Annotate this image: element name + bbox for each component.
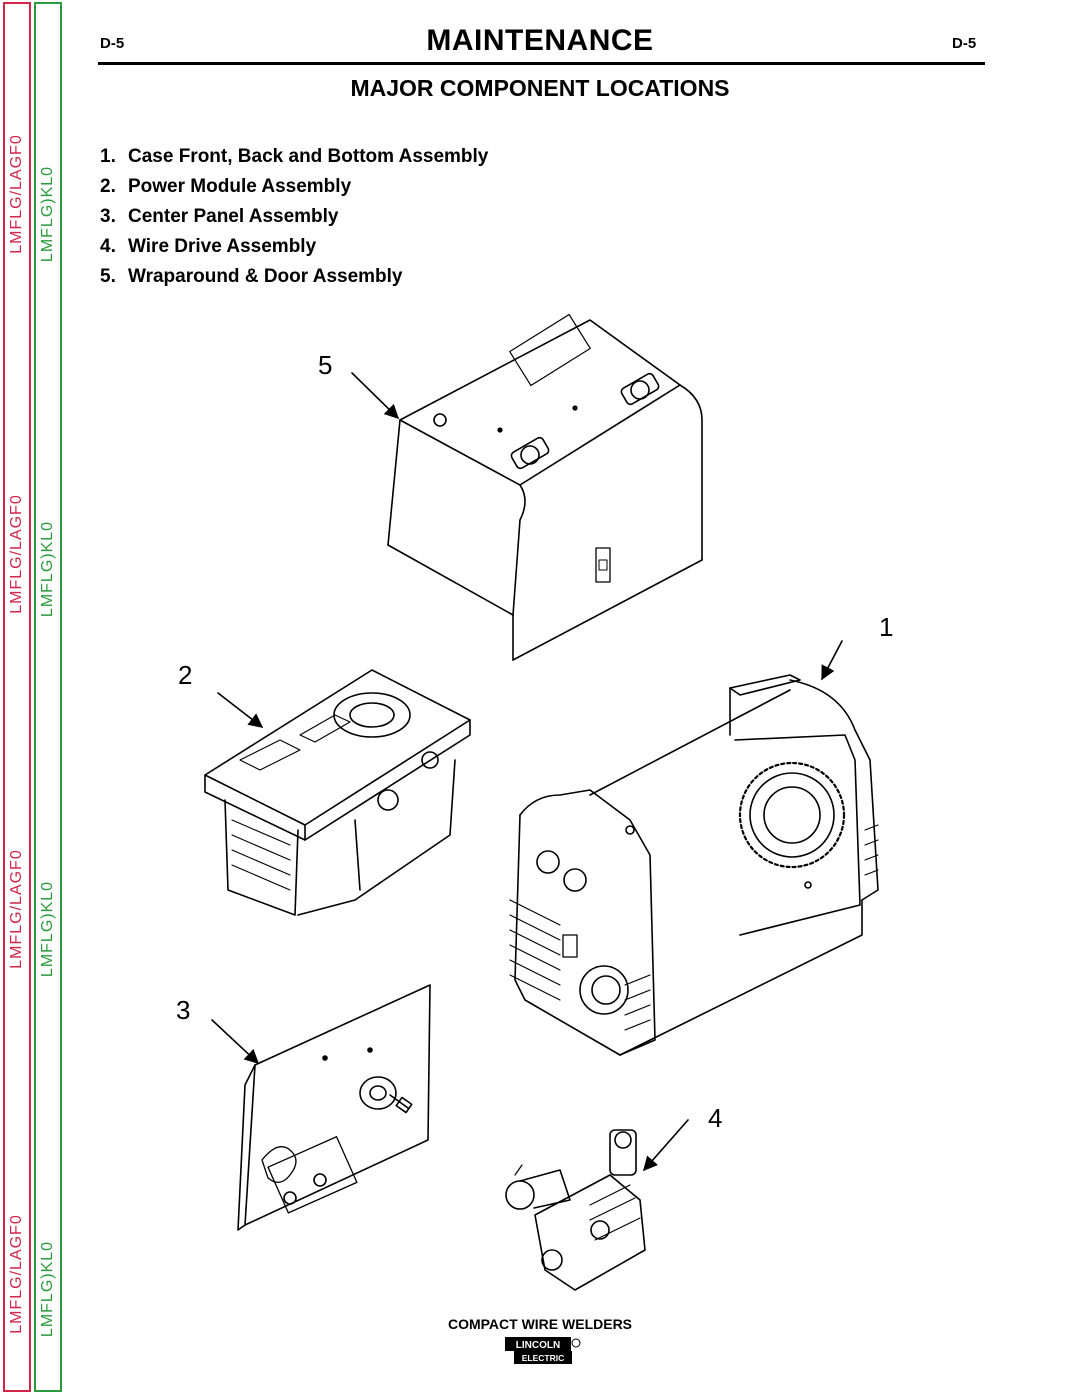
header-rule xyxy=(98,62,985,65)
power-module-assembly xyxy=(205,670,470,915)
callout-3: 3 xyxy=(176,995,191,1025)
lincoln-electric-logo xyxy=(505,1337,581,1365)
component-item: 2. Power Module Assembly xyxy=(100,176,352,197)
side-tab-green-label: LMFLG)KL0 xyxy=(39,520,56,618)
callout-2: 2 xyxy=(178,660,193,690)
wraparound-door-assembly xyxy=(352,314,702,660)
page-title: MAINTENANCE xyxy=(426,24,654,57)
side-tab-green-label: LMFLG)KL0 xyxy=(39,165,56,263)
callout-1: 1 xyxy=(879,612,894,642)
side-tab-red-label: LMFLG/LAGF0 xyxy=(8,849,25,969)
wire-drive-assembly xyxy=(506,1120,688,1290)
side-tab-red xyxy=(3,2,31,1392)
center-panel-assembly xyxy=(212,985,430,1230)
section-title: MAJOR COMPONENT LOCATIONS xyxy=(350,75,730,101)
exploded-diagram xyxy=(160,300,1020,1300)
side-tab-green-label: LMFLG)KL0 xyxy=(39,1240,56,1338)
side-tab-red-label: LMFLG/LAGF0 xyxy=(8,134,25,254)
page-code-left: D-5 xyxy=(100,35,125,52)
callout-4: 4 xyxy=(708,1103,723,1133)
page-code-right: D-5 xyxy=(952,35,977,52)
component-item: 1. Case Front, Back and Bottom Assembly xyxy=(100,146,489,167)
callout-5: 5 xyxy=(318,350,333,380)
component-item: 4. Wire Drive Assembly xyxy=(100,236,317,257)
component-item: 3. Center Panel Assembly xyxy=(100,206,339,227)
side-tab-green-label: LMFLG)KL0 xyxy=(39,880,56,978)
case-assembly xyxy=(510,641,878,1055)
logo-top-text: LINCOLN xyxy=(515,1340,561,1351)
logo-bottom-text: ELECTRIC xyxy=(521,1353,565,1363)
side-tab-green xyxy=(34,2,62,1392)
side-tab-red-label: LMFLG/LAGF0 xyxy=(8,494,25,614)
component-list xyxy=(100,146,488,296)
component-item: 5. Wraparound & Door Assembly xyxy=(100,266,403,287)
side-tab-red-label: LMFLG/LAGF0 xyxy=(8,1214,25,1334)
footer-title: COMPACT WIRE WELDERS xyxy=(447,1316,633,1332)
registered-mark-icon xyxy=(572,1339,580,1347)
